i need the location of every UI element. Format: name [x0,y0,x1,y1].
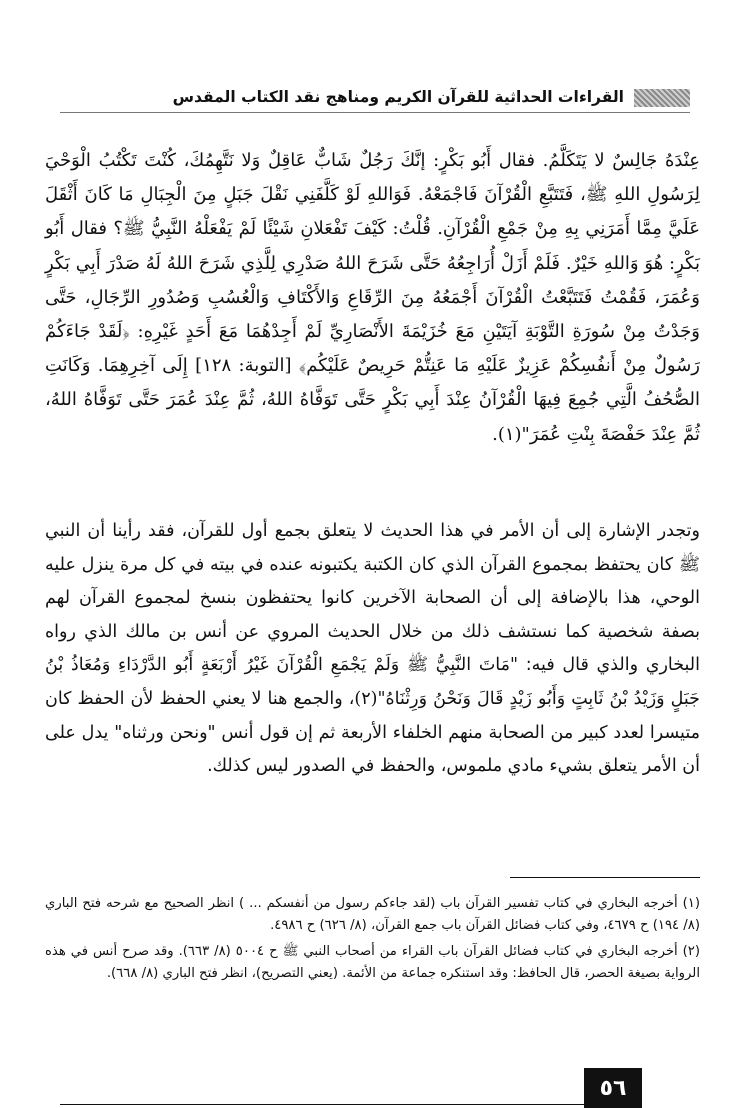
main-paragraph [45,515,700,784]
footnotes [45,893,700,989]
quote-text: عِنْدَهُ جَالِسٌ لا يَتَكَلَّمُ. فقال أَبُو بَكْرٍ: إنَّكَ رَجُلٌ شَابٌّ عَاقِلٌ وَلا نَتَّهِمُكَ، كُنْتَ تَكْتُبُ الْوَحْيَ لِرَسُولِ اللهِ ﷺ، فَتَتَبَّعِ الْقُرْآنَ فَاجْمَعْهُ. فَوَاللهِ لَوْ كَلَّفَنِي نَقْلَ جَبَلٍ مِنَ الْجِبَالِ مَا كَانَ أَثْقَلَ عَلَيَّ مِمَّا أَمَرَنِي بِهِ مِنْ جَمْعِ الْقُرْآنِ. قُلْتُ: كَيْفَ تَفْعَلانِ شَيْئًا لَمْ يَفْعَلْهُ النَّبِيُّ ﷺ؟ فقال أَبُو بَكْرٍ: هُوَ وَاللهِ خَيْرٌ. فَلَمْ أَزَلْ أُرَاجِعُهُ حَتَّى شَرَحَ اللهُ صَدْرِي لِلَّذِي شَرَحَ اللهُ لَهُ صَدْرَ أَبِي بَكْرٍ وَعُمَرَ، فَقُمْتُ فَتَتَبَّعْتُ الْقُرْآنَ أَجْمَعُهُ مِنَ الرِّقَاعِ وَالأَكْتَافِ وَالْعُسُبِ وَصُدُورِ الرِّجَالِ، حَتَّى وَجَدْتُ مِنْ سُورَةِ التَّوْبَةِ آيَتَيْنِ مَعَ خُزَيْمَةَ الأَنْصَارِيِّ لَمْ أَجِدْهُمَا مَعَ أَحَدٍ غَيْرِهِ: ﴿لَقَدْ جَاءَكُمْ رَسُولٌ مِنْ أَنفُسِكُمْ عَزِيزٌ عَلَيْهِ مَا عَنِتُّمْ حَرِيصٌ عَلَيْكُم﴾ [التوبة: ١٢٨] إِلَى آخِرِهِمَا. وَكَانَتِ الصُّحُفُ الَّتِي جُمِعَ فِيهَا الْقُرْآنُ عِنْدَ أَبِي بَكْرٍ حَتَّى تَوَفَّاهُ اللهُ، ثُمَّ عِنْدَ عُمَرَ حَتَّى تَوَفَّاهُ اللهُ، ثُمَّ عِنْدَ حَفْصَةَ بِنْتِ عُمَرَ"(١). [45,150,700,445]
anas-hadith-quote: "مَاتَ النَّبِيُّ ﷺ وَلَمْ يَجْمَعِ الْقُرْآنَ غَيْرُ أَرْبَعَةٍ أَبُو الدَّرْدَاءِ وَمُعَاذُ بْنُ جَبَلٍ وَزَيْدُ بْنُ ثَابِتٍ وَأَبُو زَيْدٍ قَالَ وَنَحْنُ وَرِثْنَاهُ"(٢) [45,655,701,709]
paragraph-end: ، والجمع هنا لا يعني الحفظ لأن الحفظ كان متيسرا لعدد كبير من الصحابة منهم الخلفاء الأربعة ثم إن قول أنس "ونحن ورثناه" يدل على أن الأمر يتعلق بشيء مادي ملموس، والحفظ في الصدور ليس كذلك. [45,688,700,777]
header-decoration-bar [634,89,690,107]
paragraph-start: وتجدر الإشارة إلى أن الأمر في هذا الحديث لا يتعلق بجمع أول للقرآن، فقد رأينا أن النبي ﷺ كان يحتفظ بمجموع القرآن الذي كان الكتبة يكتبونه عنده في بيته في كل مرة ينزل عليه الوحي، هذا بالإضافة إلى أن الصحابة الآخرين كانوا يحتفظون بنسخ لمجموع القرآن لهم بصفة شخصية كما نستشف ذلك من خلال الحديث المروي عن أنس بن مالك الذي رواه البخاري والذي قال فيه: [45,521,700,676]
footnote-2: (٢) أخرجه البخاري في كتاب فضائل القرآن باب القراء من أصحاب النبي ﷺ ح ٥٠٠٤ (٨/ ٦٦٣). وقد صرح أنس في هذه الرواية بصيغة الحصر، قال الحافظ: وقد استنكره جماعة من الأئمة. (يعني التصريح)، انظر فتح الباري (٨/ ٦٦٨). [45,944,701,981]
page-number: ٥٦ [584,1068,642,1108]
hadith-quote-block [45,144,700,452]
footnote-separator [510,877,700,878]
footnote-1: (١) أخرجه البخاري في كتاب تفسير القرآن باب (لقد جاءكم رسول من أنفسكم ... ) انظر الصحيح مع شرحه فتح الباري (٨/ ١٩٤) ح ٤٦٧٩، وفي كتاب فضائل القرآن باب جمع القرآن، (٨/ ٦٢٦) ح ٤٩٨٦. [45,896,700,933]
running-header [60,86,690,113]
footer-line [60,1104,584,1105]
header-title: القراءات الحداثية للقرآن الكريم ومناهج نقد الكتاب المقدس [172,88,624,106]
